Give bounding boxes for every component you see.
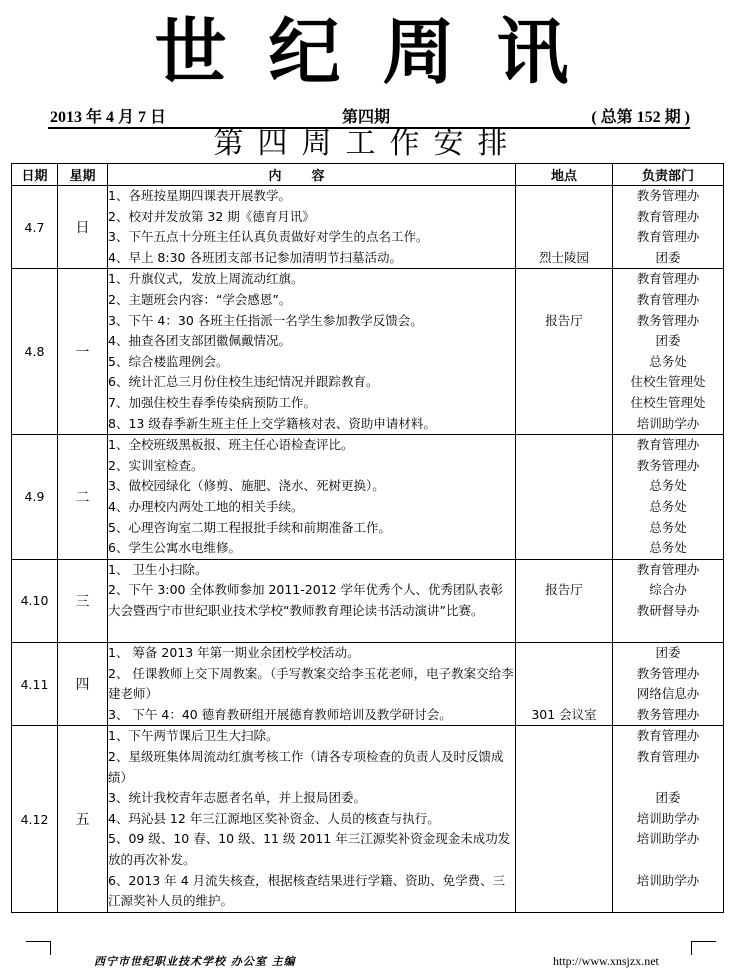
row-content <box>108 435 516 560</box>
table-row <box>12 726 724 912</box>
task-dept: 住校生管理处 <box>630 374 706 390</box>
task-dept: 总务处 <box>649 540 687 556</box>
task-dept: 教育管理办 <box>636 728 700 744</box>
task-item: 6、2013 年 4 月流失核查，根据核查结果进行学籍、资助、免学费、三江源奖补人员的维护。 <box>108 872 506 909</box>
task-item: 5、综合楼监理例会。 <box>108 353 229 369</box>
task-dept: 团委 <box>655 645 681 661</box>
task-place: 301 会议室 <box>531 706 597 722</box>
task-item: 2、 任课教师上交下周教案。（手写教案交给李玉花老师，电子教案交给李建老师） <box>108 665 514 702</box>
footer-publisher: 西宁市世纪职业技术学校 办公室 主编 <box>94 955 296 968</box>
issue-total: ( 总第 152 期 ) <box>591 109 690 126</box>
issue-date: 2013 年 4 月 7 日 <box>50 104 166 129</box>
task-item: 2、星级班集体周流动红旗考核工作（请各专项检查的负责人及时反馈成绩） <box>108 749 504 785</box>
table-row <box>12 643 724 726</box>
row-dept <box>613 186 724 269</box>
task-item: 6、统计汇总三月份住校生违纪情况并跟踪教育。 <box>108 374 379 390</box>
task-dept: 团委 <box>655 249 681 265</box>
task-item: 2、主题班会内容：“学会感恩”。 <box>108 291 292 307</box>
task-dept: 教育管理办 <box>636 561 700 577</box>
row-dept <box>613 726 724 912</box>
task-dept: 教育管理办 <box>636 208 700 224</box>
task-dept: 教务管理办 <box>636 706 700 722</box>
task-dept: 总务处 <box>649 353 687 369</box>
table-row <box>12 186 724 269</box>
task-dept: 团委 <box>655 790 681 806</box>
task-item: 1、各班按星期四课表开展教学。 <box>108 188 291 203</box>
task-dept: 总务处 <box>649 519 687 535</box>
task-dept: 培训助学办 <box>636 831 700 847</box>
task-dept: 教务管理办 <box>636 457 700 473</box>
task-dept: 教育管理办 <box>636 291 700 307</box>
task-dept: 团委 <box>655 333 681 349</box>
task-item: 2、实训室检查。 <box>108 457 204 473</box>
task-dept: 教育管理办 <box>636 229 700 245</box>
task-item: 3、 下午 4：40 德育教研组开展德育教师培训及教学研讨会。 <box>108 706 452 722</box>
task-dept: 教务管理办 <box>636 188 700 203</box>
task-item: 3、做校园绿化（修剪、施肥、浇水、死树更换）。 <box>108 478 385 494</box>
header-weekday: 星期 <box>58 164 108 186</box>
task-item: 3、下午 4：30 各班主任指派一名学生参加教学反馈会。 <box>108 312 423 328</box>
row-date: 4.9 <box>12 435 58 560</box>
task-dept: 教育管理办 <box>636 437 700 453</box>
row-content <box>108 726 516 912</box>
task-dept: 培训助学办 <box>636 415 700 431</box>
row-dept <box>613 643 724 726</box>
task-dept: 培训助学办 <box>636 810 700 826</box>
header-place: 地点 <box>516 164 613 186</box>
task-item: 1、全校班级黑板报、班主任心语检查评比。 <box>108 437 354 453</box>
task-dept: 教育管理办 <box>636 271 700 287</box>
row-date: 4.10 <box>12 559 58 642</box>
row-weekday: 一 <box>58 269 108 435</box>
masthead-title: 世纪周讯 <box>154 9 611 94</box>
task-dept: 总务处 <box>649 498 687 514</box>
row-place <box>516 643 613 726</box>
task-dept: 住校生管理处 <box>630 394 706 410</box>
row-dept <box>613 269 724 435</box>
task-item: 4、早上 8:30 各班团支部书记参加清明节扫墓活动。 <box>108 249 402 265</box>
task-item: 7、加强住校生春季传染病预防工作。 <box>108 394 316 410</box>
task-place: 烈士陵园 <box>538 249 589 265</box>
table-row <box>12 559 724 642</box>
task-item: 8、13 级春季新生班主任上交学籍核对表、资助申请材料。 <box>108 415 436 431</box>
task-place: 报告厅 <box>545 312 583 328</box>
task-item: 4、抽查各团支部团徽佩戴情况。 <box>108 333 291 349</box>
row-place <box>516 726 613 912</box>
header-date: 日期 <box>12 164 58 186</box>
row-weekday: 日 <box>58 186 108 269</box>
row-place <box>516 186 613 269</box>
task-dept: 教务管理办 网络信息办 <box>636 665 700 702</box>
row-date: 4.8 <box>12 269 58 435</box>
table-header-row <box>12 164 724 186</box>
task-item: 2、校对并发放第 32 期《德育月讯》 <box>108 208 315 224</box>
row-content <box>108 186 516 269</box>
task-dept: 培训助学办 <box>636 872 700 888</box>
task-item: 4、玛沁县 12 年三江源地区奖补资金、人员的核查与执行。 <box>108 810 440 826</box>
row-content <box>108 269 516 435</box>
page-title: 第四周工作安排 <box>213 126 522 161</box>
task-dept: 教务管理办 <box>636 312 700 328</box>
footer-rule <box>26 941 716 949</box>
header-content: 内容 <box>108 164 516 186</box>
row-date: 4.12 <box>12 726 58 912</box>
row-weekday: 五 <box>58 726 108 912</box>
table-row <box>12 269 724 435</box>
table-row <box>12 435 724 560</box>
task-item: 3、统计我校青年志愿者名单，并上报局团委。 <box>108 790 366 806</box>
row-weekday: 二 <box>58 435 108 560</box>
row-dept <box>613 435 724 560</box>
row-weekday: 三 <box>58 559 108 642</box>
task-place: 报告厅 <box>545 582 583 598</box>
task-item: 1、升旗仪式，发放上周流动红旗。 <box>108 271 304 287</box>
task-item: 6、学生公寓水电维修。 <box>108 540 241 556</box>
task-item: 1、 卫生小扫除。 <box>108 561 208 577</box>
row-weekday: 四 <box>58 643 108 726</box>
task-dept: 总务处 <box>649 478 687 494</box>
task-item: 2、下午 3:00 全体教师参加 2011-2012 学年优秀个人、优秀团队表彰大会暨西宁市世纪职业技术学校“教师教育理论读书活动演讲”比赛。 <box>108 582 504 618</box>
task-item: 1、下午两节课后卫生大扫除。 <box>108 728 279 744</box>
task-item: 4、办理校内两处工地的相关手续。 <box>108 498 304 514</box>
row-place <box>516 435 613 560</box>
row-content <box>108 643 516 726</box>
footer-url[interactable]: http://www.xnsjzx.net <box>553 954 659 968</box>
issue-info <box>50 104 690 126</box>
row-date: 4.7 <box>12 186 58 269</box>
schedule-table <box>11 163 724 913</box>
task-item: 1、 筹备 2013 年第一期业余团校学校活动。 <box>108 645 360 661</box>
row-content <box>108 559 516 642</box>
row-place <box>516 559 613 642</box>
task-dept: 教育管理办 <box>636 749 700 765</box>
task-item: 3、下午五点十分班主任认真负责做好对学生的点名工作。 <box>108 229 429 245</box>
header-dept: 负责部门 <box>613 164 724 186</box>
row-date: 4.11 <box>12 643 58 726</box>
row-place <box>516 269 613 435</box>
issue-period: 第四期 <box>342 109 391 126</box>
task-item: 5、心理咨询室二期工程报批手续和前期准备工作。 <box>108 519 391 535</box>
task-dept: 综合办 教研督导办 <box>636 582 700 618</box>
row-dept <box>613 559 724 642</box>
task-item: 5、09 级、10 春、10 级、11 级 2011 年三江源奖补资金现金未成功发放的再次补发。 <box>108 831 511 868</box>
